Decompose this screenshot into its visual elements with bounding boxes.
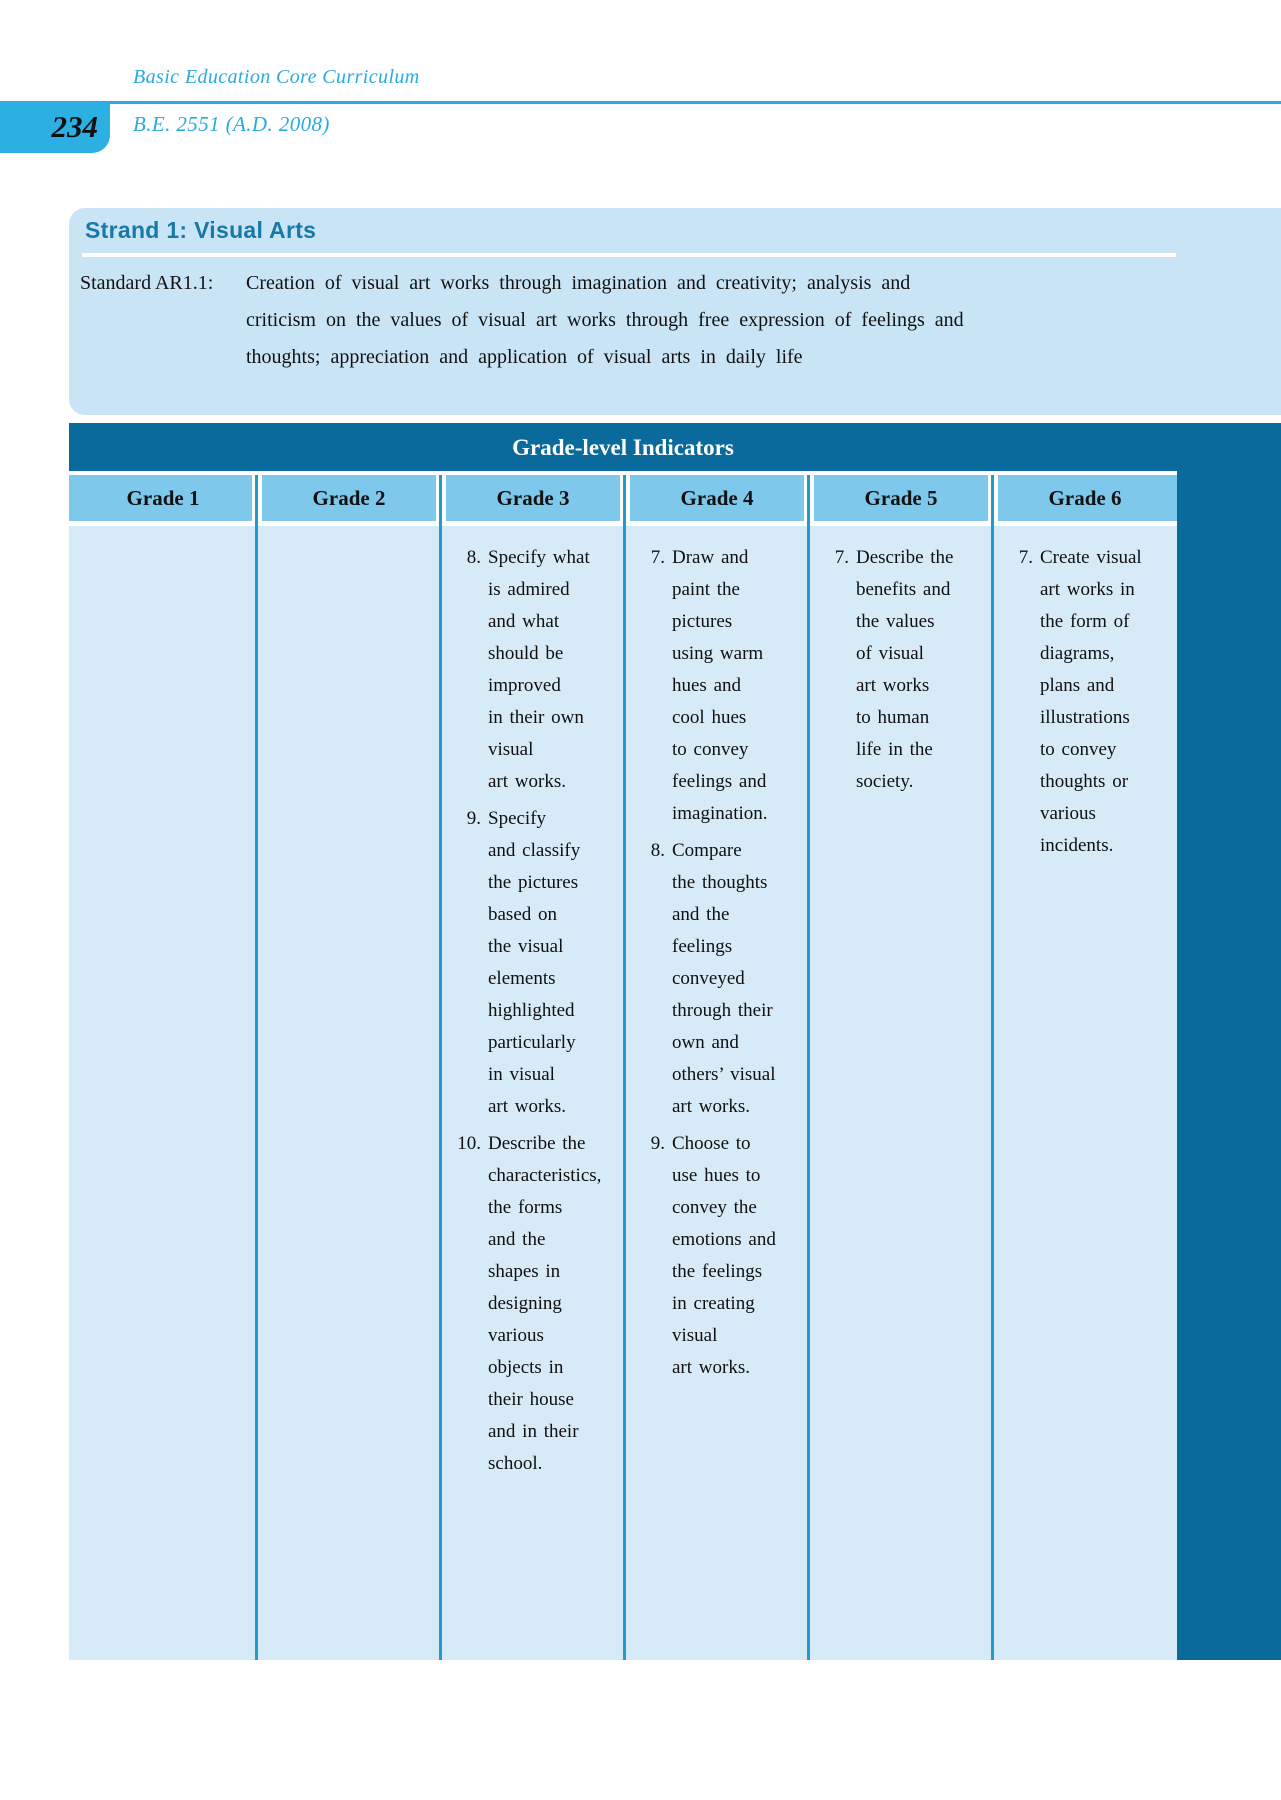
indicator-text: Choose to use hues to convey the emotions and the feelings in creating visual art works. bbox=[672, 1133, 776, 1378]
standard-paragraph bbox=[80, 265, 1184, 376]
indicator-number: 7. bbox=[834, 547, 849, 568]
strand-title-underline bbox=[82, 253, 1176, 257]
header-grade-2: Grade 2 bbox=[257, 475, 441, 521]
document-edition: B.E. 2551 (A.D. 2008) bbox=[133, 112, 330, 136]
grade-4-cell bbox=[625, 526, 809, 1660]
indicator-item bbox=[993, 542, 1177, 862]
indicator-text: Specify what is admired and what should be improved in their own visual art works. bbox=[488, 547, 590, 792]
standard-label: Standard AR1.1: bbox=[80, 272, 214, 294]
indicator-number: 8. bbox=[650, 840, 665, 861]
indicator-number: 7. bbox=[650, 547, 665, 568]
indicator-number: 7. bbox=[1018, 547, 1033, 568]
indicator-text: Specify and classify the pictures based on the visual elements highlighted particularly in visual art works. bbox=[488, 808, 581, 1117]
header-grade-5: Grade 5 bbox=[809, 475, 993, 521]
indicator-item bbox=[441, 803, 625, 1123]
column-divider bbox=[623, 475, 626, 1660]
table-title-band bbox=[69, 423, 1281, 475]
header-grade-6: Grade 6 bbox=[993, 475, 1177, 521]
table-right-accent-band bbox=[1177, 423, 1281, 1660]
column-divider bbox=[439, 475, 442, 1660]
indicator-text: Compare the thoughts and the feelings conveyed through their own and others’ visual art works. bbox=[672, 840, 776, 1117]
header-grade-3: Grade 3 bbox=[441, 475, 625, 521]
grade-1-cell bbox=[69, 526, 257, 1660]
indicator-text: Describe the characteristics, the forms and the shapes in designing various objects in their house and in their school. bbox=[488, 1133, 602, 1474]
indicator-number: 9. bbox=[466, 808, 481, 829]
header-grade-1: Grade 1 bbox=[69, 475, 257, 521]
grade-3-cell bbox=[441, 526, 625, 1660]
indicator-item bbox=[441, 1128, 625, 1480]
indicator-text: Draw and paint the pictures using warm hues and cool hues to convey feelings and imagination. bbox=[672, 547, 768, 824]
indicator-number: 9. bbox=[650, 1133, 665, 1154]
indicator-number: 8. bbox=[466, 547, 481, 568]
indicator-number: 10. bbox=[457, 1133, 481, 1154]
document-series-title: Basic Education Core Curriculum bbox=[133, 66, 420, 88]
indicator-item bbox=[809, 542, 993, 798]
page-number: 234 bbox=[51, 109, 98, 144]
standard-text: Creation of visual art works through imagination and creativity; analysis and criticism on the values of visual art works through free expression of feelings and thoughts; appreciation and application of visual arts in daily life bbox=[246, 272, 964, 368]
grade-2-cell bbox=[257, 526, 441, 1660]
indicator-item bbox=[625, 542, 809, 830]
indicator-text: Create visual art works in the form of diagrams, plans and illustrations to convey thoughts or various incidents. bbox=[1040, 547, 1142, 856]
page-number-tab bbox=[0, 101, 110, 153]
column-divider bbox=[807, 475, 810, 1660]
header-grade-4: Grade 4 bbox=[625, 475, 809, 521]
table-title: Grade-level Indicators bbox=[512, 435, 734, 460]
indicator-item bbox=[625, 1128, 809, 1384]
indicator-item bbox=[625, 835, 809, 1123]
strand-title: Strand 1: Visual Arts bbox=[85, 217, 317, 243]
grade-5-cell bbox=[809, 526, 993, 1660]
indicator-text: Describe the benefits and the values of visual art works to human life in the society. bbox=[856, 547, 954, 792]
column-divider bbox=[255, 475, 258, 1660]
indicator-item bbox=[441, 542, 625, 798]
column-divider bbox=[991, 475, 994, 1660]
strand-box bbox=[69, 208, 1281, 415]
header-rule bbox=[0, 101, 1281, 104]
grade-6-cell bbox=[993, 526, 1177, 1660]
